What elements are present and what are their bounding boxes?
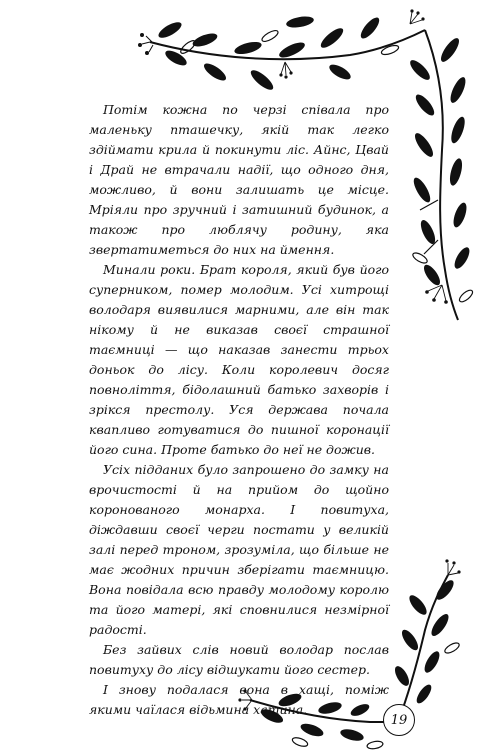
paragraph: Потім кожна по черзі співала про маленьку пташечку, якій так легко здіймати крила й покинути ліс. Айнс, Цвай і Драй не втрачали надії, що одного дня, можливо, й вони залишать це місце. Мріяли про зручний і затишний будинок, а також про люблячу родину, яка звертатиметься до них на ймення. xyxy=(89,102,389,257)
paragraph: Без зайвих слів новий володар послав повитуху до лісу відшукати його сестер. xyxy=(89,642,389,677)
paragraph: І знову подалася вона в хащі, поміж якими чаїлася відьмина хатина. xyxy=(89,682,389,717)
paragraph: Минали роки. Брат короля, який був його суперником, помер молодим. Усі хитрощі володаря виявилися марними, але він так нікому й не виказав своєї страшної таємниці — що наказав занести трьох доньок до лісу. Коли королевич досяг повноліття, бідолашний батько захворів і зрікся престолу. Уся держава почала квапливо готуватися до пишної коронації його сина. Проте батько до неї не дожив. xyxy=(89,262,389,457)
story-text xyxy=(89,100,389,720)
paragraph: Усіх підданих було запрошено до замку на врочистості й на прийом до щойно коронованого монарха. І повитуха, діждавши своєї черги постати у великій залі перед троном, зрозуміла, що більше не має жодних причин зберігати таємницю. Вона повідала всю правду молодому королю та його матері, які сповнилися незмірної радості. xyxy=(89,462,389,637)
page-number-badge xyxy=(383,704,415,736)
page-number: 19 xyxy=(390,712,408,728)
